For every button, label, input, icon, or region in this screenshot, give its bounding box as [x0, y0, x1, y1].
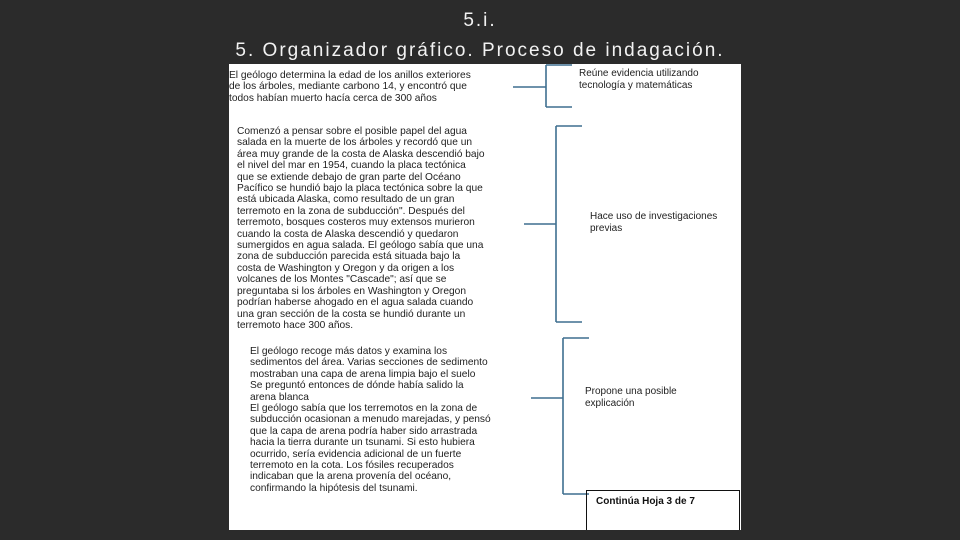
label-prior-research: Hace uso de investigaciones previas: [590, 211, 718, 234]
footer-box: [586, 490, 740, 530]
label-possible-explanation: Propone una posible explicación: [585, 386, 677, 409]
text-block-sediment-evidence: El geólogo recoge más datos y examina los sedimentos del área. Varias secciones de sedimento mostraban una capa de arena limpia bajo el suelo Se preguntó entonces de dónde había salido la arena blanca El geólogo sabía que los terremotos en la zona de subducción ocasionan a menudo marejadas, y pensó que la capa de arena podría haber sido arrastrada hacia la tierra durante un tsunami. Si esto hubiera ocurrido, sería evidencia adicional de un fuerte terremoto en la cota. Los fósiles recuperados indicaban que la arena provenía del océano, confirmando la hipótesis del tsunami.: [250, 346, 491, 494]
text-block-prior-research: Comenzó a pensar sobre el posible papel del agua salada en la muerte de los árboles y recordó que un área muy grande de la costa de Alaska descendió bajo el nivel del mar en 1954, cuando la placa tectónica que se extiende debajo de gran parte del Océano Pacífico se hundió bajo la placa tectónica sobre la que está ubicada Alaska, como resultado de un gran terremoto en la zona de subducción". Después del terremoto, bosques costeros muy extensos murieron cuando la costa de Alaska descendió y quedaron sumergidos en agua salada. El geólogo sabía que una zona de subducción parecida está situada bajo la costa de Washington y Oregon y da origen a los volcanes de los Montes "Cascade"; así que se preguntaba si los árboles en Washington y Oregon podrían haberse ahogado en el agua salada cuando una gran sección de la costa se hundió durante un terremoto hace 300 años.: [237, 126, 485, 331]
organizer-document: [229, 64, 741, 530]
slide-title: 5. Organizador gráfico. Proceso de indagación.: [235, 40, 725, 61]
text-block-carbon-dating: El geólogo determina la edad de los anillos exteriores de los árboles, mediante carbono 14, y encontró que todos habían muerto hacía cerca de 300 años: [229, 70, 471, 104]
label-gathers-evidence: Reúne evidencia utilizando tecnología y matemáticas: [579, 68, 699, 91]
bracket-connectors: [229, 64, 741, 530]
footer-continues: Continúa Hoja 3 de 7: [596, 496, 695, 507]
slide-title-number: 5.i.: [463, 10, 497, 31]
